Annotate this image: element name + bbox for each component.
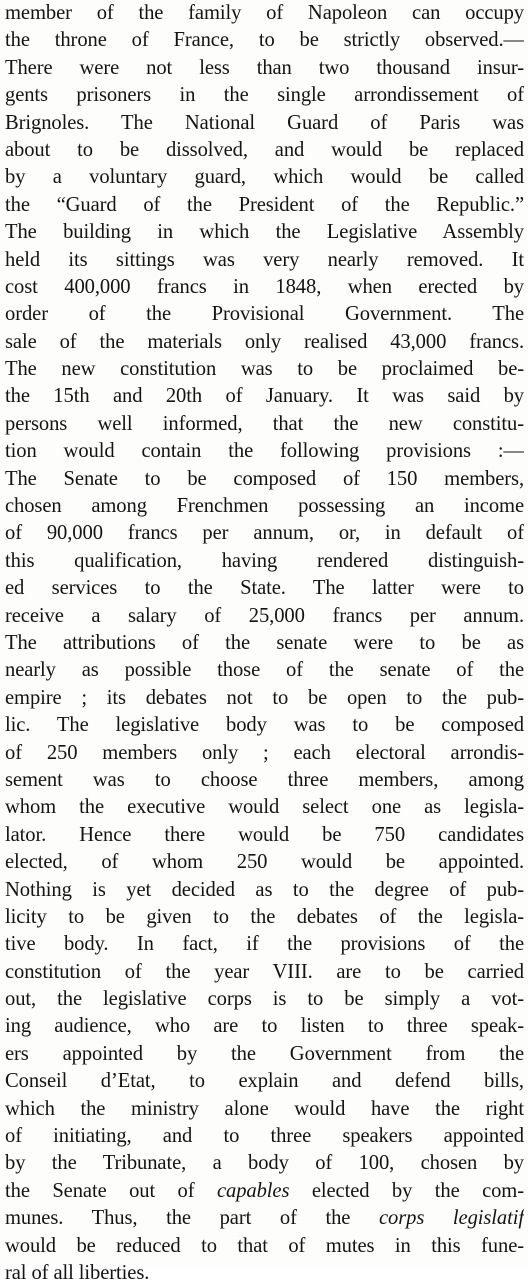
- text-run: elected by the com-: [289, 1179, 524, 1202]
- text-line: [5, 1260, 524, 1287]
- text-run: gents prisoners in the single arrondissement of: [5, 84, 524, 107]
- text-run: ers appointed by the Government from the: [5, 1042, 524, 1065]
- text-run: Nothing is yet decided as to the degree of pub-: [5, 878, 524, 901]
- text-line: [5, 1178, 524, 1205]
- text-line: [5, 877, 524, 904]
- text-run: would be reduced to that of mutes in this fune-: [5, 1234, 524, 1257]
- text-run: tion would contain the following provisions :—: [5, 440, 524, 463]
- text-run: There were not less than two thousand insur-: [5, 56, 524, 79]
- text-line: [5, 520, 524, 547]
- text-run: constitution of the year VIII. are to be carried: [5, 960, 524, 983]
- text-run: of initiating, and to three speakers appointed: [5, 1125, 524, 1148]
- text-line: [5, 164, 524, 191]
- text-line: [5, 548, 524, 575]
- text-line: [5, 740, 524, 767]
- text-run: lic. The legislative body was to be composed: [5, 714, 524, 737]
- text-run: tive body. In fact, if the provisions of the: [5, 933, 524, 956]
- text-run: which the ministry alone would have the right: [5, 1097, 524, 1120]
- text-run: the “Guard of the President of the Republic.”: [5, 193, 524, 216]
- text-line: [5, 219, 524, 246]
- text-run: this qualification, having rendered distinguish-: [5, 549, 524, 572]
- text-line: [5, 931, 524, 958]
- text-run: licity to be given to the debates of the legisla-: [5, 905, 524, 928]
- text-line: [5, 0, 524, 27]
- text-run: the 15th and 20th of January. It was said by: [5, 385, 524, 408]
- text-line: [5, 301, 524, 328]
- text-line: [5, 466, 524, 493]
- text-run: elected, of whom 250 would be appointed.: [5, 851, 524, 874]
- text-run: by the Tribunate, a body of 100, chosen by: [5, 1152, 524, 1175]
- text-run: ed services to the State. The latter were to: [5, 577, 524, 600]
- text-run: the throne of France, to be strictly observed.—: [5, 29, 524, 52]
- text-run: about to be dissolved, and would be replaced: [5, 138, 524, 161]
- text-run: Brignoles. The National Guard of Paris was: [5, 111, 524, 134]
- text-run: Conseil d’Etat, to explain and defend bills,: [5, 1070, 524, 1093]
- text-run: held its sittings was very nearly removed. It: [5, 248, 524, 271]
- text-line: [5, 137, 524, 164]
- text-run: empire ; its debates not to be open to the pub-: [5, 686, 524, 709]
- text-run: receive a salary of 25,000 francs per annum.: [5, 604, 524, 627]
- text-line: [5, 411, 524, 438]
- text-line: [5, 1096, 524, 1123]
- text-line: [5, 192, 524, 219]
- text-line: [5, 1150, 524, 1177]
- text-line: [5, 630, 524, 657]
- text-line: [5, 493, 524, 520]
- text-run: ing audience, who are to listen to three speak-: [5, 1015, 524, 1038]
- text-line: [5, 822, 524, 849]
- text-run: cost 400,000 francs in 1848, when erected by: [5, 275, 524, 298]
- italic-phrase: corps legislatif: [379, 1207, 524, 1230]
- text-line: [5, 247, 524, 274]
- text-run: chosen among Frenchmen possessing an income: [5, 495, 524, 518]
- text-run: whom the executive would select one as legisla-: [5, 796, 524, 819]
- text-line: [5, 274, 524, 301]
- text-line: [5, 575, 524, 602]
- text-line: [5, 1013, 524, 1040]
- text-line: [5, 438, 524, 465]
- text-line: [5, 1233, 524, 1260]
- text-run: sale of the materials only realised 43,000 francs.: [5, 330, 524, 353]
- text-run: out, the legislative corps is to be simply a vot-: [5, 988, 524, 1011]
- text-line: [5, 794, 524, 821]
- text-run: ral of all liberties.: [5, 1261, 150, 1284]
- text-line: [5, 657, 524, 684]
- text-line: [5, 27, 524, 54]
- text-line: [5, 959, 524, 986]
- text-line: [5, 356, 524, 383]
- text-run: munes. Thus, the part of the: [5, 1207, 379, 1230]
- text-run: lator. Hence there would be 750 candidates: [5, 823, 524, 846]
- text-line: [5, 383, 524, 410]
- text-run: of 90,000 francs per annum, or, in default of: [5, 522, 524, 545]
- text-run: persons well informed, that the new constitu-: [5, 412, 524, 435]
- text-run: order of the Provisional Government. The: [5, 303, 524, 326]
- italic-phrase: capables: [216, 1179, 290, 1202]
- text-run: The building in which the Legislative Assembly: [5, 221, 524, 244]
- text-run: by a voluntary guard, which would be called: [5, 166, 524, 189]
- text-line: [5, 1123, 524, 1150]
- text-line: [5, 767, 524, 794]
- text-run: nearly as possible those of the senate of the: [5, 659, 524, 682]
- text-run: The new constitution was to be proclaimed be-: [5, 358, 524, 381]
- text-run: The attributions of the senate were to be as: [5, 631, 524, 654]
- text-line: [5, 712, 524, 739]
- text-line: [5, 603, 524, 630]
- text-run: The Senate to be composed of 150 members,: [5, 467, 524, 490]
- text-line: [5, 1068, 524, 1095]
- text-run: sement was to choose three members, among: [5, 768, 524, 791]
- text-line: [5, 904, 524, 931]
- text-line: [5, 110, 524, 137]
- text-run: of 250 members only ; each electoral arrondis-: [5, 741, 524, 764]
- text-line: [5, 685, 524, 712]
- text-run: the Senate out of: [5, 1179, 217, 1202]
- text-line: [5, 1041, 524, 1068]
- text-line: [5, 849, 524, 876]
- text-line: [5, 82, 524, 109]
- text-line: [5, 55, 524, 82]
- text-line: [5, 986, 524, 1013]
- article-body: [5, 0, 524, 1287]
- text-line: [5, 1205, 524, 1232]
- text-line: [5, 329, 524, 356]
- text-run: member of the family of Napoleon can occupy: [5, 2, 524, 24]
